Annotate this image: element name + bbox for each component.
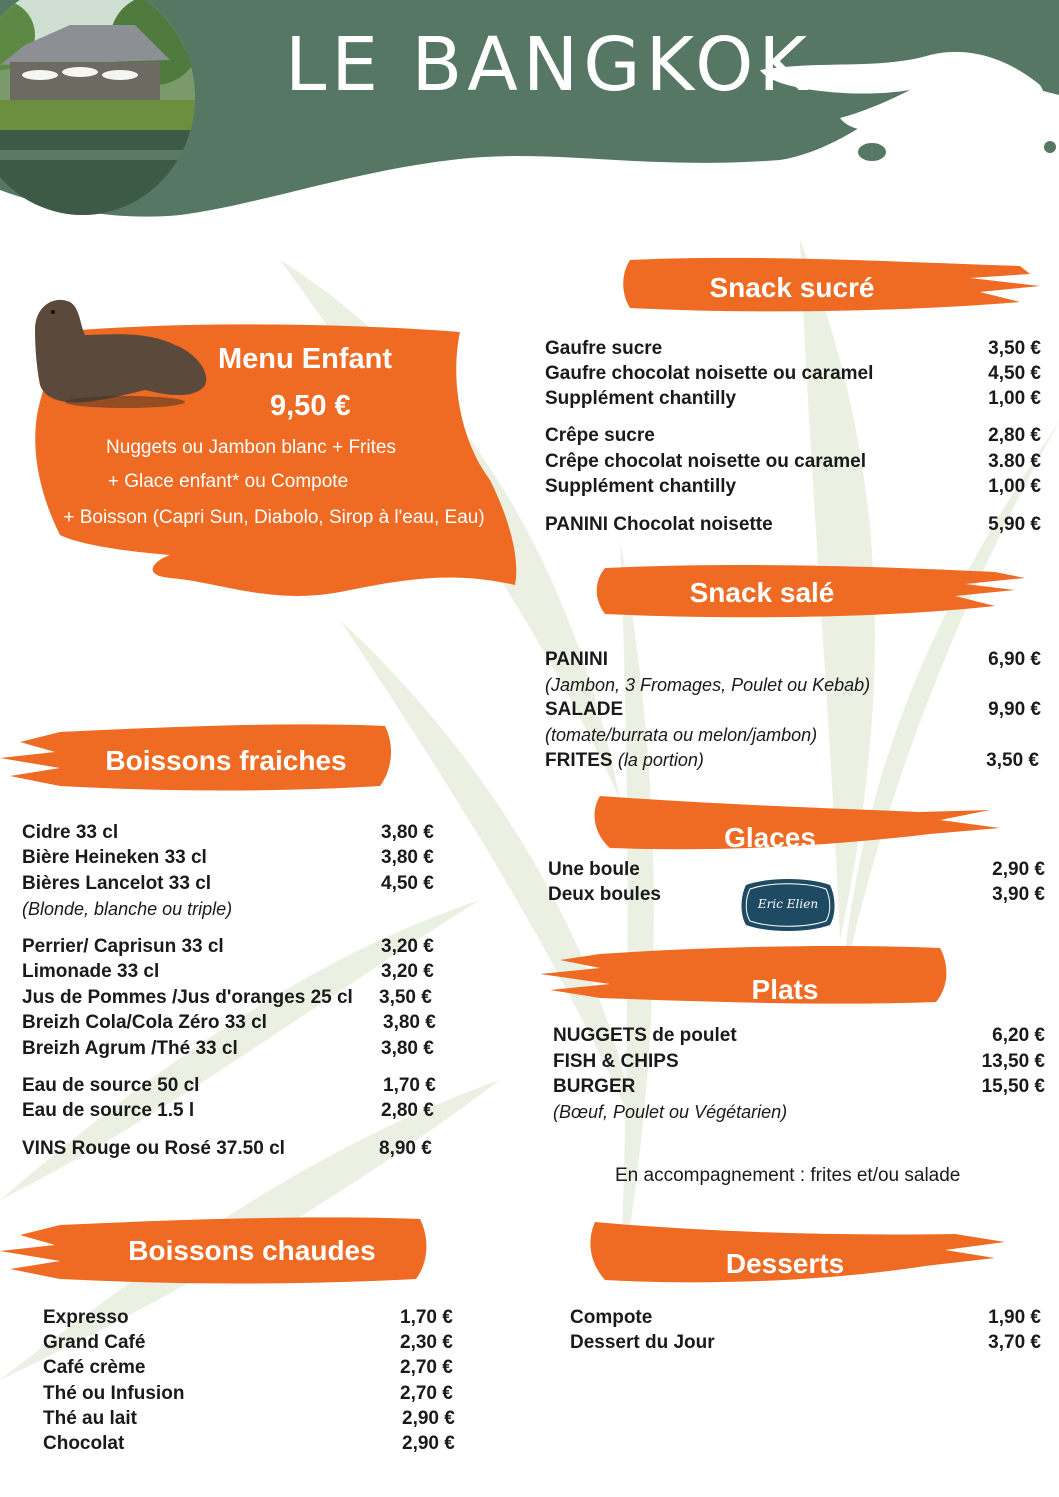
menu-item-price: 9,90 € [988,699,1041,720]
menu-item-name: Crêpe sucre [545,425,655,446]
menu-item-name: Thé ou Infusion [43,1383,185,1404]
menu-item-name: Jus de Pommes /Jus d'oranges 25 cl [22,987,353,1008]
menu-item-note: (Jambon, 3 Fromages, Poulet ou Kebab) [545,675,871,695]
menu-item-name: Supplément chantilly [545,476,737,497]
menu-item-price: 3,80 € [381,1038,434,1059]
section-title-boissons-fraiches: Boissons fraiches [105,745,347,776]
menu-item-name: Gaufre sucre [545,338,663,359]
logo-text: Eric Elien [757,897,819,911]
menu-item-name: PANINI Chocolat noisette [545,514,773,535]
section-title-snack-sale: Snack salé [689,577,835,608]
menu-item-price: 3,50 € [379,987,432,1008]
menu-item-name: Eau de source 1.5 l [22,1100,195,1121]
page-title: LE BANGKOK [285,22,812,108]
accompaniment-note: En accompagnement : frites et/ou salade [615,1165,961,1186]
menu-item-price: 2,30 € [400,1332,453,1353]
menu-item-note: (tomate/burrata ou melon/jambon) [545,725,818,745]
menu-item-name: Deux boules [548,884,661,905]
menu-item-price: 6,90 € [988,649,1041,670]
menu-item-price: 1,00 € [988,476,1041,497]
menu-item-name-text: FRITES [545,750,613,771]
menu-item-note: (Bœuf, Poulet ou Végétarien) [553,1102,788,1122]
menu-item-name: PANINI [545,649,608,670]
kids-menu-title: Menu Enfant [218,343,392,375]
menu-item-price: 3,20 € [381,961,434,982]
menu-item-price: 3,80 € [381,822,434,843]
menu-item-price: 3,80 € [381,847,434,868]
menu-item-name: Perrier/ Caprisun 33 cl [22,936,224,957]
menu-item-price: 2,70 € [400,1357,453,1378]
menu-item-price: 2,80 € [381,1100,434,1121]
menu-item-price: 15,50 € [981,1076,1045,1097]
menu-item-price: 1,70 € [383,1075,436,1096]
menu-item-inline-note: (la portion) [617,750,704,770]
menu-item-price: 3,90 € [992,884,1045,905]
menu-item-price: 2,70 € [400,1383,453,1404]
menu-item-price: 1,00 € [988,388,1041,409]
menu-item-name: NUGGETS de poulet [553,1025,737,1046]
section-title-plats: Plats [751,974,819,1005]
section-title-boissons-chaudes: Boissons chaudes [128,1235,376,1266]
menu-item-price: 2,90 € [402,1408,455,1429]
menu-item-name: Crêpe chocolat noisette ou caramel [545,451,866,472]
section-title-glaces: Glaces [724,822,816,853]
menu-item-name: Bières Lancelot 33 cl [22,873,212,894]
menu-item-price: 2,90 € [402,1433,455,1454]
menu-item-name: Gaufre chocolat noisette ou caramel [545,363,874,384]
section-title-snack-sucre: Snack sucré [709,272,875,303]
menu-item-name: BURGER [553,1076,636,1097]
menu-item-price: 8,90 € [379,1138,432,1159]
menu-item-price: 1,90 € [988,1307,1041,1328]
menu-item-name [545,751,704,770]
menu-item-price: 3.80 € [988,451,1041,472]
menu-item-name: Compote [570,1307,653,1328]
menu-item-name: Dessert du Jour [570,1332,715,1353]
menu-item-price: 1,70 € [400,1307,453,1328]
menu-item-price: 3,20 € [381,936,434,957]
menu-item-price: 2,90 € [992,859,1045,880]
menu-item-price: 5,90 € [988,514,1041,535]
menu-item-name: Grand Café [43,1332,146,1353]
banner-plats [540,940,950,1010]
menu-item-price: 13,50 € [981,1051,1045,1072]
menu-item-price: 2,80 € [988,425,1041,446]
otter-image [25,290,215,410]
kids-menu-line: + Glace enfant* ou Compote [107,471,349,492]
menu-item-price: 4,50 € [988,363,1041,384]
menu-item-name: Bière Heineken 33 cl [22,847,207,868]
menu-item-name: Breizh Agrum /Thé 33 cl [22,1038,238,1059]
menu-item-name: Limonade 33 cl [22,961,160,982]
menu-item-name: VINS Rouge ou Rosé 37.50 cl [22,1138,285,1159]
ice-cream-brand-logo [738,875,838,935]
menu-item-name: Une boule [548,859,640,880]
menu-item-note: (Blonde, blanche ou triple) [22,899,233,919]
kids-menu-line: + Boisson (Capri Sun, Diabolo, Sirop à l'eau, Eau) [63,507,485,528]
kids-menu-line: Nuggets ou Jambon blanc + Frites [106,437,396,458]
menu-item-name: Cidre 33 cl [22,822,119,843]
menu-item-name: Chocolat [43,1433,125,1454]
menu-item-name: Expresso [43,1307,129,1328]
menu-item-price: 3,50 € [986,750,1039,771]
kids-menu-price: 9,50 € [270,390,351,422]
menu-item-price: 3,50 € [988,338,1041,359]
menu-item-name: FISH & CHIPS [553,1051,679,1072]
menu-item-price: 3,80 € [383,1012,436,1033]
menu-item-name: Thé au lait [43,1408,137,1429]
menu-item-price: 4,50 € [381,873,434,894]
menu-item-name: Breizh Cola/Cola Zéro 33 cl [22,1012,267,1033]
menu-item-price: 3,70 € [988,1332,1041,1353]
section-title-desserts: Desserts [725,1248,845,1279]
menu-item-name: Supplément chantilly [545,388,737,409]
menu-item-name: Café crème [43,1357,146,1378]
menu-item-price: 6,20 € [992,1025,1045,1046]
menu-item-name: Eau de source 50 cl [22,1075,200,1096]
menu-item-name: SALADE [545,699,624,720]
